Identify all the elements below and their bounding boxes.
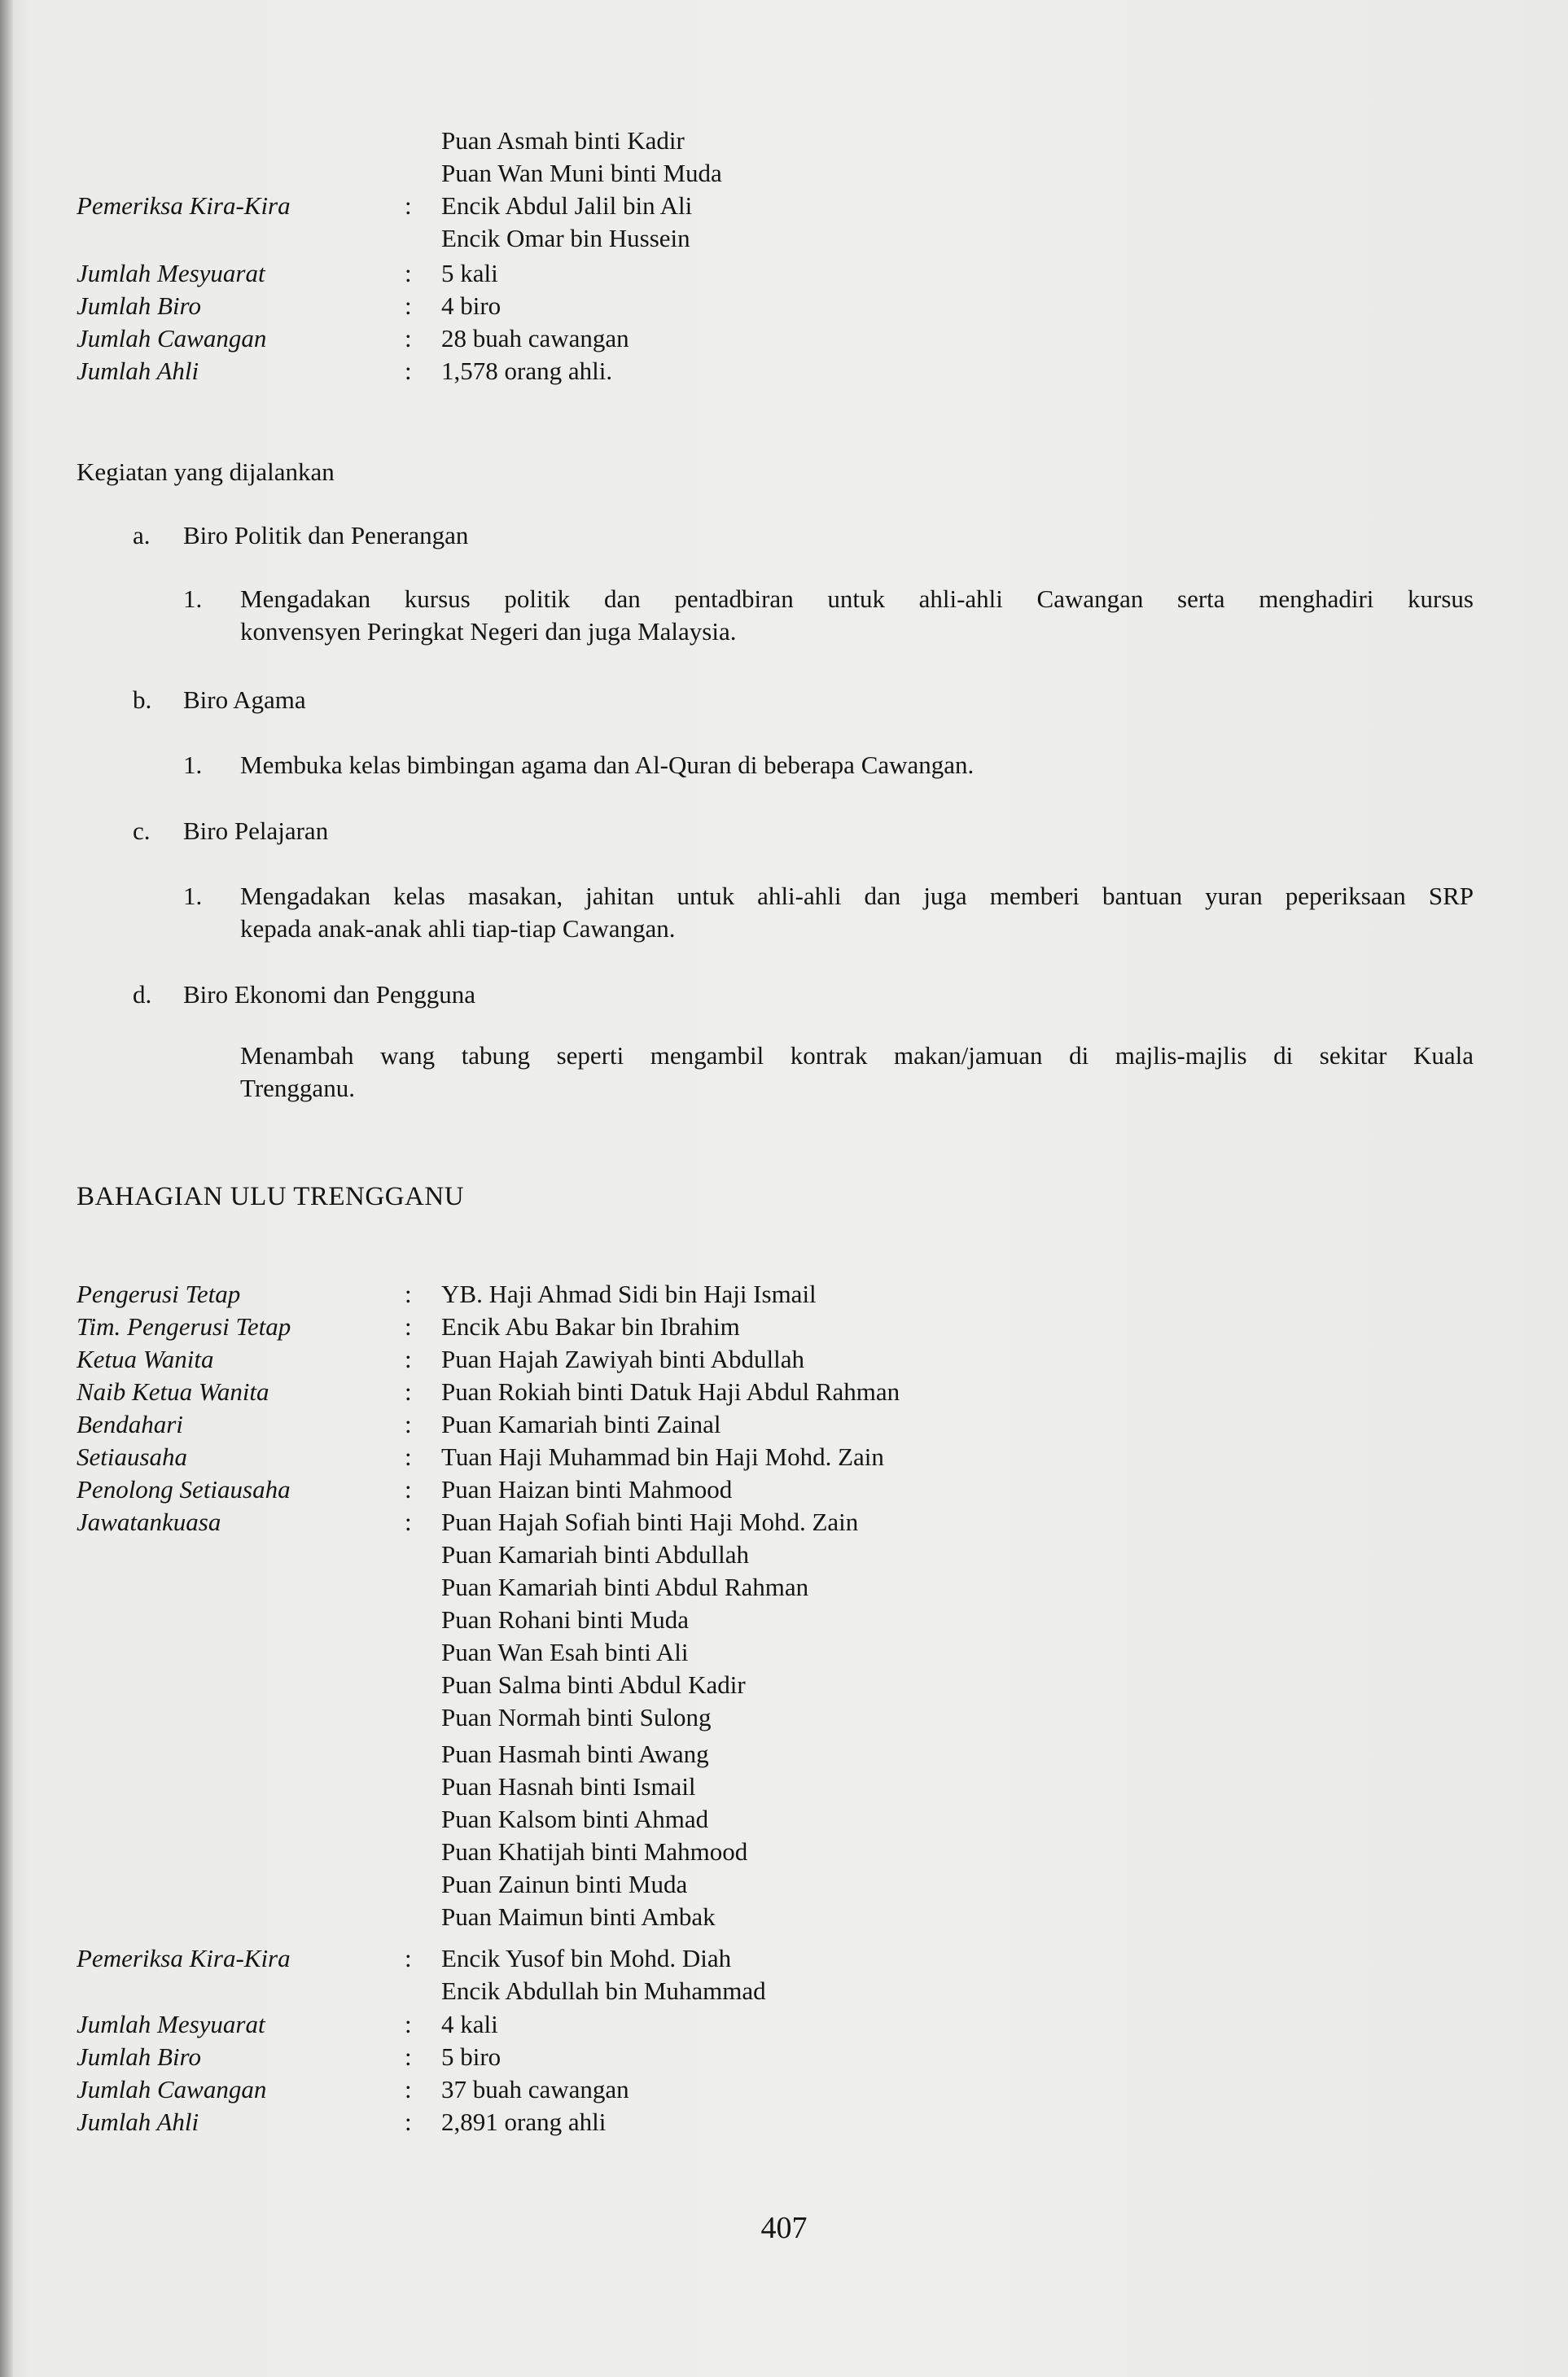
committee-member: Puan Hasnah binti Ismail (441, 1772, 696, 1801)
item-number: 1. (183, 751, 203, 779)
field-value: Encik Abdul Jalil bin Ali (441, 191, 693, 220)
section-heading: Kegiatan yang dijalankan (77, 457, 335, 486)
committee-member: Puan Hasmah binti Awang (441, 1740, 709, 1768)
colon: : (405, 191, 412, 220)
field-label: Pemeriksa Kira-Kira (77, 191, 291, 220)
field-value: Encik Omar bin Hussein (441, 224, 690, 252)
colon: : (405, 259, 412, 287)
field-label: Tim. Pengerusi Tetap (77, 1312, 291, 1341)
field-value: Tuan Haji Muhammad bin Haji Mohd. Zain (441, 1442, 884, 1471)
colon: : (405, 1508, 412, 1536)
field-value: YB. Haji Ahmad Sidi bin Haji Ismail (441, 1280, 817, 1308)
page-binding-edge (0, 0, 13, 2377)
bureau-marker: d. (133, 980, 152, 1009)
field-label: Pengerusi Tetap (77, 1280, 241, 1308)
committee-member: Puan Kamariah binti Abdullah (441, 1540, 749, 1569)
colon: : (405, 1345, 412, 1373)
name-line: Puan Asmah binti Kadir (441, 126, 685, 155)
committee-member: Puan Kalsom binti Ahmad (441, 1805, 709, 1833)
bureau-marker: c. (133, 816, 151, 845)
committee-member: Puan Normah binti Sulong (441, 1703, 712, 1731)
committee-member: Puan Kamariah binti Abdul Rahman (441, 1573, 809, 1601)
field-label: Jumlah Biro (77, 2042, 201, 2071)
colon: : (405, 1377, 412, 1406)
page-number: 407 (760, 2211, 808, 2245)
field-value: Encik Yusof bin Mohd. Diah (441, 1944, 732, 1972)
colon: : (405, 1280, 412, 1308)
field-label: Penolong Setiausaha (77, 1475, 291, 1504)
field-value: Puan Hajah Sofiah binti Haji Mohd. Zain (441, 1508, 859, 1536)
colon: : (405, 1944, 412, 1972)
colon: : (405, 2010, 412, 2038)
colon: : (405, 2108, 412, 2136)
field-label: Jumlah Cawangan (77, 2075, 267, 2103)
bureau-marker: b. (133, 685, 152, 714)
field-value: 5 kali (441, 259, 498, 287)
colon: : (405, 1475, 412, 1504)
field-value: Puan Haizan binti Mahmood (441, 1475, 733, 1504)
field-value: Encik Abu Bakar bin Ibrahim (441, 1312, 740, 1341)
item-number: 1. (183, 584, 203, 613)
colon: : (405, 324, 412, 352)
item-number: 1. (183, 882, 203, 910)
bureau-marker: a. (133, 521, 151, 549)
colon: : (405, 291, 412, 320)
field-value: 1,578 orang ahli. (441, 357, 613, 385)
paragraph-line: Mengadakan kursus politik dan pentadbiran untuk ahli-ahli Cawangan serta menghadiri kursus (240, 584, 1474, 613)
field-label: Jumlah Ahli (77, 357, 199, 385)
field-label: Setiausaha (77, 1442, 188, 1471)
paragraph-line: konvensyen Peringkat Negeri dan juga Malaysia. (240, 617, 737, 646)
paragraph-line: Mengadakan kelas masakan, jahitan untuk ahli-ahli dan juga memberi bantuan yuran peperiksaan SRP (240, 882, 1474, 910)
paragraph-line: kepada anak-anak ahli tiap-tiap Cawangan. (240, 914, 676, 943)
paragraph-line: Trengganu. (240, 1074, 355, 1102)
field-label: Jumlah Mesyuarat (77, 2010, 265, 2038)
field-value: 5 biro (441, 2042, 501, 2071)
committee-member: Puan Salma binti Abdul Kadir (441, 1670, 746, 1699)
field-value: 4 biro (441, 291, 501, 320)
field-value: 37 buah cawangan (441, 2075, 629, 2103)
field-value: 4 kali (441, 2010, 498, 2038)
field-label: Jumlah Biro (77, 291, 201, 320)
committee-member: Puan Wan Esah binti Ali (441, 1638, 689, 1666)
field-value: Puan Kamariah binti Zainal (441, 1410, 721, 1438)
colon: : (405, 2042, 412, 2071)
field-value: 28 buah cawangan (441, 324, 629, 352)
field-value: Puan Rokiah binti Datuk Haji Abdul Rahman (441, 1377, 900, 1406)
paragraph-line: Menambah wang tabung seperti mengambil kontrak makan/jamuan di majlis-majlis di sekitar Kuala (240, 1041, 1474, 1070)
field-label: Bendahari (77, 1410, 183, 1438)
committee-member: Puan Rohani binti Muda (441, 1605, 689, 1634)
field-label: Jawatankuasa (77, 1508, 221, 1536)
colon: : (405, 1442, 412, 1471)
field-label: Pemeriksa Kira-Kira (77, 1944, 291, 1972)
committee-member: Puan Khatijah binti Mahmood (441, 1837, 748, 1866)
field-label: Jumlah Ahli (77, 2108, 199, 2136)
division-heading: BAHAGIAN ULU TRENGGANU (77, 1182, 465, 1211)
field-label: Naib Ketua Wanita (77, 1377, 269, 1406)
field-label: Ketua Wanita (77, 1345, 214, 1373)
colon: : (405, 357, 412, 385)
bureau-title: Biro Pelajaran (183, 816, 329, 845)
name-line: Puan Wan Muni binti Muda (441, 159, 722, 187)
bureau-title: Biro Politik dan Penerangan (183, 521, 469, 549)
field-label: Jumlah Mesyuarat (77, 259, 265, 287)
colon: : (405, 2075, 412, 2103)
colon: : (405, 1410, 412, 1438)
paragraph-line: Membuka kelas bimbingan agama dan Al-Quran di beberapa Cawangan. (240, 751, 975, 779)
bureau-title: Biro Agama (183, 685, 306, 714)
colon: : (405, 1312, 412, 1341)
field-label: Jumlah Cawangan (77, 324, 267, 352)
bureau-title: Biro Ekonomi dan Pengguna (183, 980, 476, 1009)
field-value: Encik Abdullah bin Muhammad (441, 1976, 766, 2005)
field-value: 2,891 orang ahli (441, 2108, 607, 2136)
committee-member: Puan Zainun binti Muda (441, 1870, 688, 1898)
field-value: Puan Hajah Zawiyah binti Abdullah (441, 1345, 804, 1373)
committee-member: Puan Maimun binti Ambak (441, 1902, 716, 1931)
